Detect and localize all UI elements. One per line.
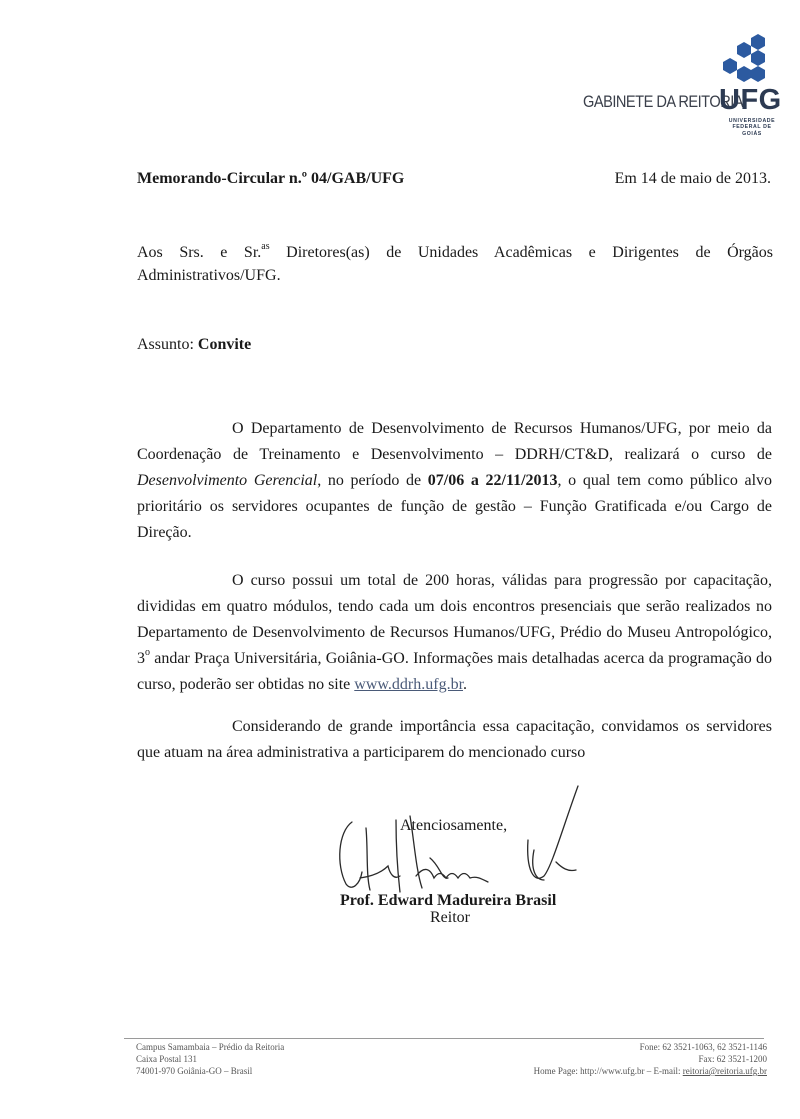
p1-text-b: , no período de [317, 472, 428, 489]
subject-label: Assunto: [137, 336, 198, 353]
subject [137, 336, 251, 354]
addressee [137, 241, 773, 287]
closing-salutation: Atenciosamente, [400, 817, 508, 834]
footer-phone: Fone: 62 3521-1063, 62 3521-1146 [639, 1042, 767, 1052]
signer-name: Prof. Edward Madureira Brasil [340, 892, 557, 909]
ufg-hexagon-logo-icon [714, 30, 774, 90]
addressee-sup: as [261, 241, 270, 252]
p1-text-a: O Departamento de Desenvolvimento de Recursos Humanos/UFG, por meio da Coordenação de Treinamento e Desenvolvimento – DDRH/CT&D, realizará o curso de [137, 420, 772, 463]
signer-role: Reitor [430, 909, 470, 926]
addressee-prefix: Aos Srs. e Sr. [137, 244, 262, 261]
course-period: 07/06 a 22/11/2013 [427, 472, 558, 489]
footer-email-link[interactable]: reitoria@reitoria.ufg.br [682, 1066, 767, 1076]
paragraph-3 [137, 714, 772, 766]
handwritten-signature [330, 780, 590, 900]
brand-subtitle-line1: UNIVERSIDADE [728, 118, 776, 124]
brand-name: UFG [719, 84, 782, 116]
paragraph-2 [137, 568, 772, 698]
p3-text: Considerando de grande importância essa capacitação, convidamos os servidores que atuam na área administrativa a participarem do mencionado curso [137, 718, 772, 761]
p2-ordinal: o [145, 647, 150, 658]
footer-address-line1: Campus Samambaia – Prédio da Reitoria [136, 1042, 285, 1052]
footer-address-line2: Caixa Postal 131 [136, 1054, 197, 1064]
footer-divider [124, 1038, 764, 1039]
memo-date: Em 14 de maio de 2013. [614, 170, 771, 187]
office-name: GABINETE DA REITORIA [583, 92, 744, 111]
footer-fax: Fax: 62 3521-1200 [698, 1054, 767, 1064]
footer-homepage: Home Page: http://www.ufg.br – E-mail: [533, 1066, 683, 1076]
p2-text-b: andar Praça Universitária, Goiânia-GO. Informações mais detalhadas acerca da programação do curso, poderão ser obtidas no site [137, 650, 772, 693]
addressee-rest: Diretores(as) de Unidades Acadêmicas e Dirigentes de Órgãos Administrativos/UFG. [137, 244, 773, 284]
p2-text-a: O curso possui um total de 200 horas, válidas para progressão por capacitação, divididas em quatro módulos, tendo cada um dois encontros presenciais que serão realizados no Departamento de Desenvolvimento de Recursos Humanos/UFG, Prédio do Museu Antropológico, 3 [137, 572, 772, 667]
subject-value: Convite [197, 336, 252, 353]
brand-subtitle-line2: FEDERAL DE GOIÁS [732, 124, 772, 137]
course-name: Desenvolvimento Gerencial [137, 472, 318, 489]
p1-text-c: , o qual tem como público alvo prioritário os servidores ocupantes de função de gestão – Função Gratificada e/ou Cargo de Direção. [137, 472, 773, 541]
p2-text-c: . [463, 676, 468, 693]
memo-title: Memorando-Circular n.º 04/GAB/UFG [137, 170, 405, 187]
footer-web-email [534, 1065, 767, 1077]
footer-address [136, 1041, 284, 1077]
paragraph-1 [137, 416, 772, 546]
footer-address-line3: 74001-970 Goiânia-GO – Brasil [136, 1066, 253, 1076]
footer-contact [534, 1041, 767, 1077]
ddrh-website-link[interactable]: www.ddrh.ufg.br [354, 676, 464, 693]
